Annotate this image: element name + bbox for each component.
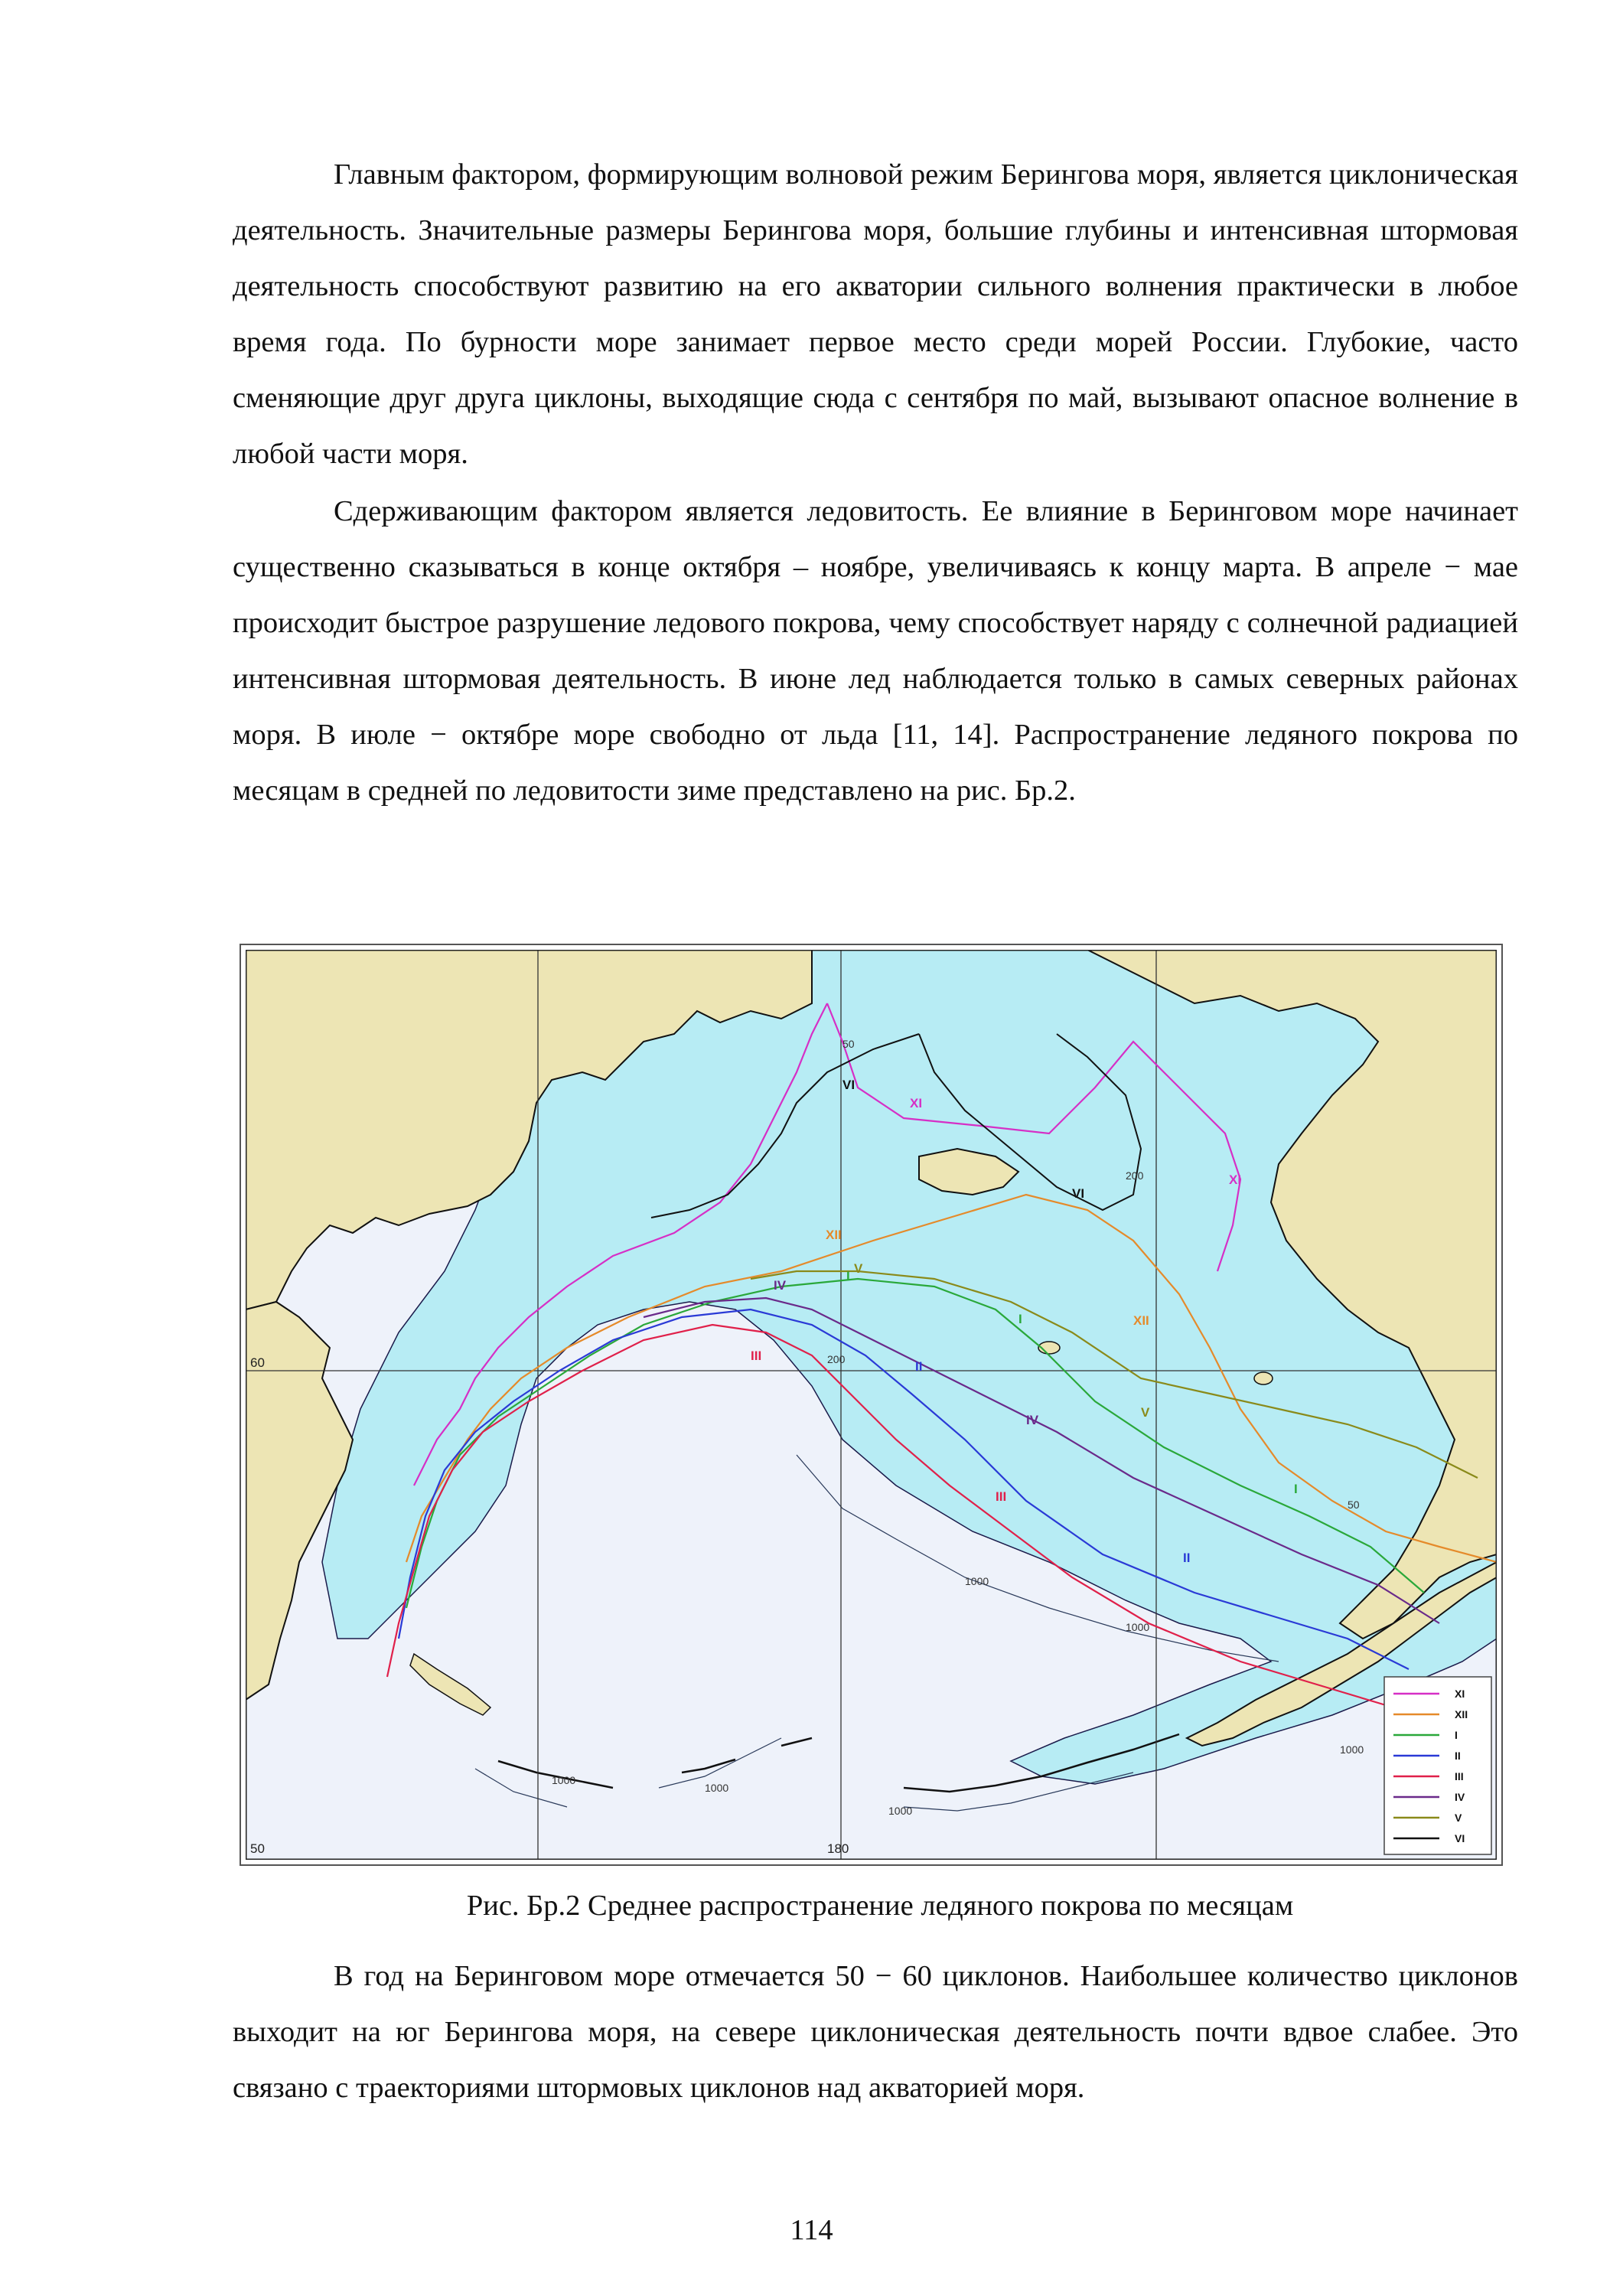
paragraph-1: Главным фактором, формирующим волновой режим Берингова моря, является циклоническая деятельность. Значительные размеры Берингова моря, большие глубины и интенсивная штормовая деятельность способствуют развитию на его акватории сильного волнения практически в любое время года. По бурности море занимает первое место среди морей России. Глубокие, часто сменяющие друг друга циклоны, выходящие сюда с сентября по май, вызывают опасное волнение в любой части моря. <box>233 158 1518 470</box>
map-label-XII: XII <box>826 1228 842 1242</box>
map-label-I-2: I <box>1018 1312 1022 1326</box>
map-label-V: V <box>1141 1405 1150 1420</box>
isobath-label: 50 <box>842 1038 855 1050</box>
isobath-label: 200 <box>1126 1169 1144 1182</box>
map-label-XI-2: XI <box>1229 1172 1242 1187</box>
map-label-IV-2: IV <box>1026 1413 1039 1427</box>
lon-label-180: 180 <box>827 1841 849 1856</box>
lat-label-50: 50 <box>250 1841 265 1856</box>
legend-label-III: III <box>1455 1770 1464 1782</box>
legend <box>1384 1677 1491 1854</box>
nunivak-island <box>1254 1372 1273 1384</box>
isobath-label: 1000 <box>888 1805 913 1817</box>
map-label-V-2: V <box>854 1261 863 1276</box>
legend-label-II: II <box>1455 1750 1461 1762</box>
figure-caption: Рис. Бр.2 Среднее распространение ледяного покрова по месяцам <box>466 1890 1294 1922</box>
map-label-II-2: II <box>1183 1551 1191 1565</box>
map-label-III: III <box>751 1349 762 1363</box>
legend-label-VI: VI <box>1455 1832 1465 1844</box>
isobath-label: 1000 <box>1126 1621 1150 1633</box>
map-label-III-2: III <box>996 1489 1007 1504</box>
legend-label-XII: XII <box>1455 1708 1468 1720</box>
map-label-I: I <box>846 1269 850 1283</box>
map-label-VI-2: VI <box>1072 1186 1085 1201</box>
map-label-II: II <box>915 1359 923 1374</box>
map-label-IV: IV <box>774 1278 787 1293</box>
isobath-label: 50 <box>1348 1499 1360 1511</box>
paragraph-2: Сдерживающим фактором является ледовитость. Ее влияние в Беринговом море начинает существенно сказываться в конце октября – ноябре, увеличиваясь к концу марта. В апреле − мае происходит быстрое разрушение ледового покрова, чему способствует наряду с солнечной радиацией интенсивная штормовая деятельность. В июне лед наблюдается только в самых северных районах моря. В июле − октябре море свободно от льда [11, 14]. Распространение ледяного покрова по месяцам в средней по ледовитости зиме представлено на рис. Бр.2. <box>233 495 1518 807</box>
legend-label-XI: XI <box>1455 1688 1465 1700</box>
lat-label-60: 60 <box>250 1355 265 1370</box>
isobath-label: 1000 <box>552 1774 576 1786</box>
map-label-VI: VI <box>842 1078 855 1092</box>
isobath-label: 1000 <box>1340 1743 1364 1756</box>
map-label-XII-2: XII <box>1133 1313 1149 1328</box>
isobath-label: 1000 <box>705 1782 729 1794</box>
isobath-label: 200 <box>827 1353 846 1365</box>
paragraph-3: В год на Беринговом море отмечается 50 − 60 циклонов. Наибольшее количество циклонов выходит на юг Берингова моря, на севере циклоническая деятельность почти вдвое слабее. Это связано с траекториями штормовых циклонов над акваторией моря. <box>233 1960 1518 2104</box>
map-label-XI: XI <box>910 1096 923 1110</box>
map-label-I-3: I <box>1294 1482 1298 1496</box>
ice-cover-map-figure <box>240 944 1503 1866</box>
legend-label-IV: IV <box>1455 1791 1465 1803</box>
legend-label-V: V <box>1455 1812 1462 1824</box>
legend-label-I: I <box>1455 1729 1458 1741</box>
isobath-label: 1000 <box>965 1575 989 1587</box>
page-number: 114 <box>790 2214 833 2246</box>
bering-sea-map <box>246 950 1497 1860</box>
